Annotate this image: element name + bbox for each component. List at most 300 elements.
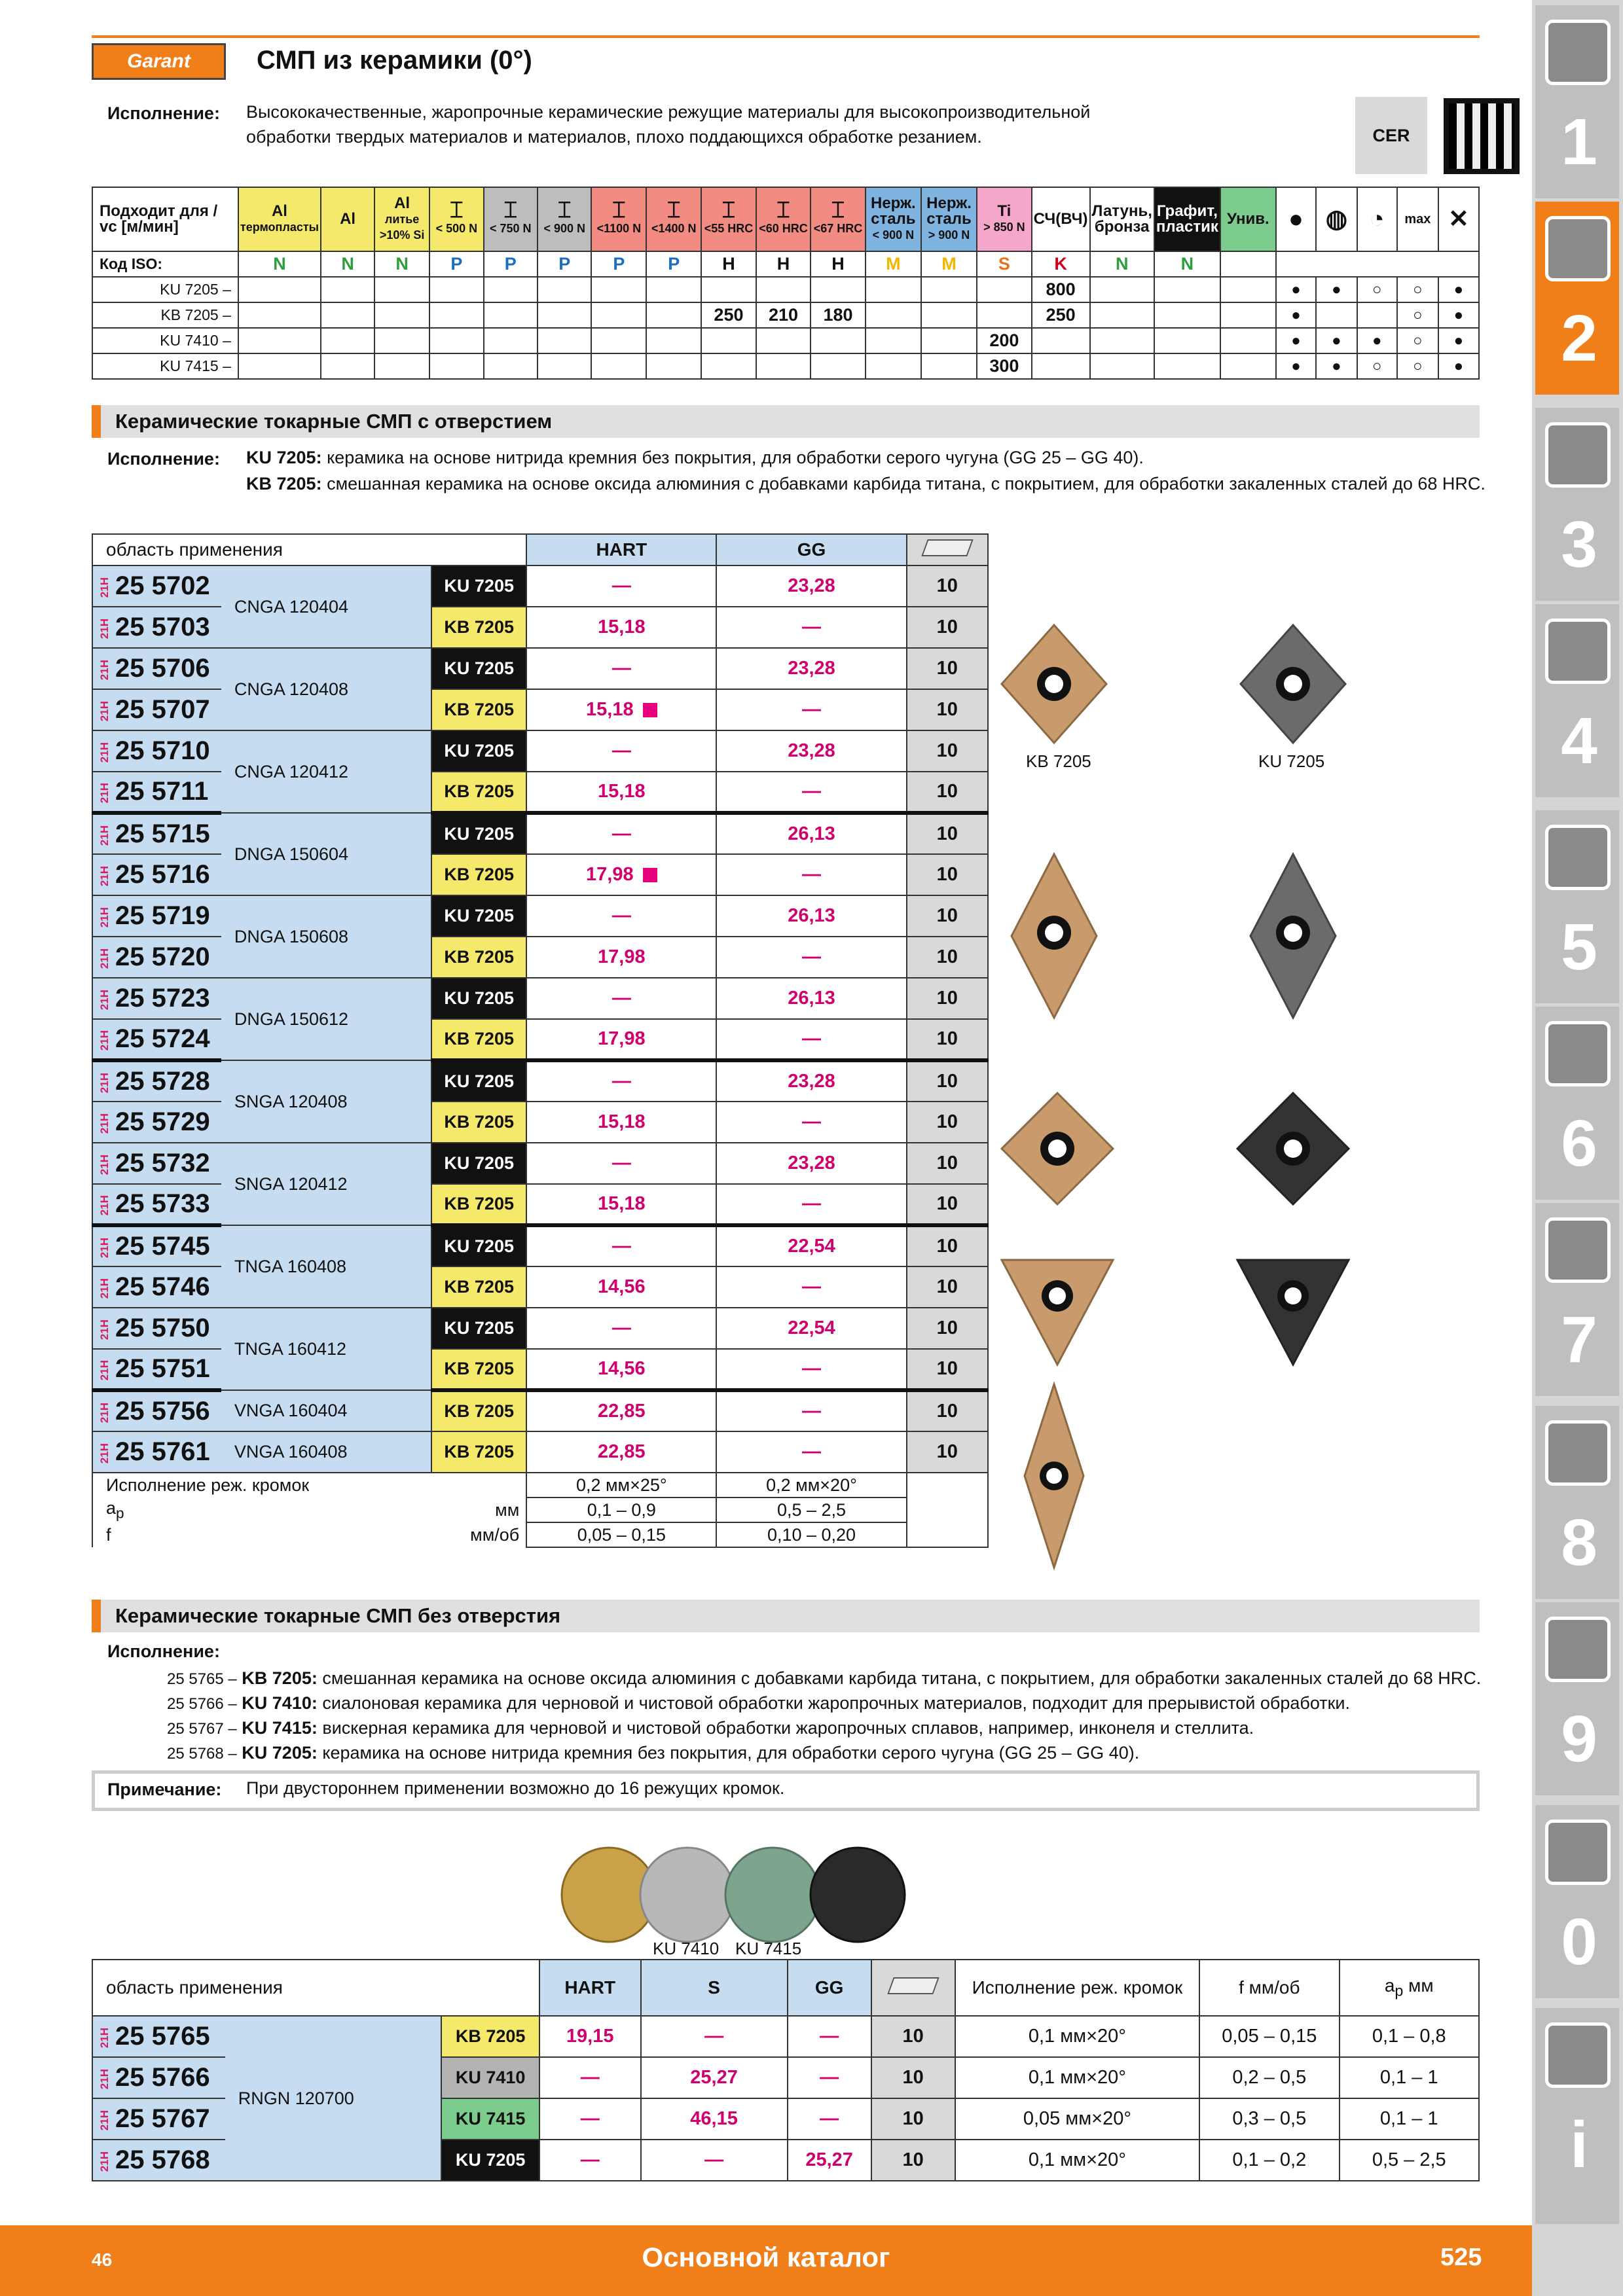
table-row[interactable] xyxy=(92,648,988,689)
price-hart: 15,18 xyxy=(526,772,716,813)
nav-number: 4 xyxy=(1561,704,1597,778)
mat-value xyxy=(1032,328,1090,353)
nav-number: 0 xyxy=(1561,1905,1597,1979)
mat-value xyxy=(484,328,538,353)
depth: 0,1 – 1 xyxy=(1340,2098,1479,2140)
note-text: При двустороннем применении возможно до 16 режущих кромок. xyxy=(246,1778,785,1798)
table-row[interactable] xyxy=(92,565,988,607)
mat-value xyxy=(1154,328,1220,353)
feed: 0,3 – 0,5 xyxy=(1199,2098,1339,2140)
price-gg: 26,13 xyxy=(716,813,906,854)
mat-value xyxy=(374,328,429,353)
mat-row-name: KU 7415 – xyxy=(92,353,238,379)
insert-dnga-kb-icon xyxy=(1008,851,1100,1021)
article-number: 21H 25 5723 xyxy=(92,978,221,1019)
mat-value xyxy=(811,353,866,379)
mat-col-0: Al термопласты xyxy=(238,187,321,251)
mat-value xyxy=(1154,277,1220,302)
mat-value xyxy=(1220,328,1276,353)
table-row[interactable] xyxy=(92,1225,988,1266)
grade: KU 7205 xyxy=(441,2140,539,2181)
mat-row-name: KU 7205 – xyxy=(92,277,238,302)
edge-prep: 0,1 мм×20° xyxy=(955,2016,1199,2057)
pack-qty: 10 xyxy=(907,1308,988,1349)
mat-value: 300 xyxy=(977,353,1032,379)
intro-line-2: обработки твердых материалов и материалов, плохо поддающихся обработке резанием. xyxy=(246,127,982,147)
note-label: Примечание: xyxy=(107,1780,222,1799)
mat-icon-col-0-icon: ● xyxy=(1276,187,1317,251)
pack-qty: 10 xyxy=(907,937,988,978)
mat-icon-col-4-icon: ✕ xyxy=(1438,187,1479,251)
mat-value xyxy=(484,353,538,379)
price-gg: 23,28 xyxy=(716,730,906,772)
page-title: СМП из керамики (0°) xyxy=(257,46,532,75)
pack-qty: 10 xyxy=(871,2140,955,2181)
price-s: — xyxy=(641,2016,788,2057)
nav-number: 3 xyxy=(1561,508,1597,581)
suitability-mark xyxy=(1397,353,1438,379)
footer-hart: 0,2 мм×25° xyxy=(526,1473,716,1498)
footer-hart: 0,05 – 0,15 xyxy=(526,1522,716,1547)
price-hart: 22,85 xyxy=(526,1390,716,1431)
grade: KU 7205 xyxy=(431,730,526,772)
header-rule xyxy=(92,35,1480,38)
pack-qty: 10 xyxy=(907,1060,988,1102)
price-hart: 22,85 xyxy=(526,1431,716,1473)
sec2-line: 25 5768 – KU 7205: керамика на основе нитрида кремния без покрытия, для обработки серого чугуна (GG 25 – GG 40). xyxy=(167,1743,1140,1763)
table-row[interactable] xyxy=(92,1308,988,1349)
article-number: 21H 25 5715 xyxy=(92,813,221,854)
iso-code: N xyxy=(1154,251,1220,277)
t2-head-ap: $a_p$ мм xyxy=(1340,1960,1479,2016)
price-gg: — xyxy=(788,2016,871,2057)
depth: 0,5 – 2,5 xyxy=(1340,2140,1479,2181)
price-hart: — xyxy=(526,895,716,937)
mat-col-7: ⌶ <1400 N xyxy=(646,187,701,251)
price-hart: — xyxy=(526,565,716,607)
price-hart: 15,18 xyxy=(526,607,716,648)
designation: CNGA 120412 xyxy=(221,730,431,813)
article-number: 21H 25 5716 xyxy=(92,854,221,895)
footer-unit: мм xyxy=(431,1498,526,1522)
t2-head-f: f мм/об xyxy=(1199,1960,1339,2016)
nav-section-3-icon[interactable] xyxy=(1545,422,1611,488)
price-hart: — xyxy=(539,2057,641,2098)
designation: VNGA 160404 xyxy=(221,1390,431,1431)
intro-label: Исполнение: xyxy=(107,103,220,123)
t2-head-edge: Исполнение реж. кромок xyxy=(955,1960,1199,2016)
nav-number: 5 xyxy=(1561,910,1597,984)
mat-icon-col-2-icon: ◔ xyxy=(1357,187,1398,251)
mat-value xyxy=(484,277,538,302)
mat-value xyxy=(538,328,591,353)
mat-value xyxy=(321,277,374,302)
table-row[interactable] xyxy=(92,813,988,854)
mat-value xyxy=(866,277,921,302)
mat-value xyxy=(866,328,921,353)
article-number: 21H 25 5729 xyxy=(92,1102,221,1143)
sec1-label: Исполнение: xyxy=(107,449,220,469)
grade: KU 7205 xyxy=(431,978,526,1019)
mat-col-15: Латунь, бронза xyxy=(1090,187,1154,251)
mat-col-4: ⌶ < 750 N xyxy=(484,187,538,251)
nav-section-5-icon[interactable] xyxy=(1545,825,1611,890)
mat-value xyxy=(866,353,921,379)
material-table xyxy=(92,187,1480,380)
article-number: 21H 25 5724 xyxy=(92,1019,221,1060)
article-number: 21H 25 5710 xyxy=(92,730,221,772)
nav-section-6-icon[interactable] xyxy=(1545,1021,1611,1086)
insert-dnga-ku-icon xyxy=(1247,851,1339,1021)
designation: SNGA 120412 xyxy=(221,1143,431,1225)
mat-col-2: Al литье >10% Si xyxy=(374,187,429,251)
pack-qty: 10 xyxy=(907,978,988,1019)
mat-col-8: ⌶ <55 HRC xyxy=(701,187,756,251)
price-gg: — xyxy=(716,1390,906,1431)
grade: KB 7205 xyxy=(431,607,526,648)
article-number: 21H 25 5703 xyxy=(92,607,221,648)
designation: SNGA 120408 xyxy=(221,1060,431,1143)
qr-code-icon[interactable] xyxy=(1444,98,1520,174)
grade: KU 7205 xyxy=(431,1143,526,1184)
nav-number: 9 xyxy=(1561,1702,1597,1776)
mat-value xyxy=(591,277,646,302)
nav-number: 8 xyxy=(1561,1506,1597,1579)
mat-col-16: Графит, пластик xyxy=(1154,187,1220,251)
nav-section-9-icon[interactable] xyxy=(1545,1617,1611,1682)
nav-section-2-icon[interactable] xyxy=(1545,216,1611,281)
iso-code xyxy=(1220,251,1276,277)
suitability-mark xyxy=(1357,328,1398,353)
iso-code: N xyxy=(321,251,374,277)
mat-value: 250 xyxy=(701,302,756,328)
mat-value xyxy=(321,302,374,328)
sec2-line: 25 5765 – KB 7205: смешанная керамика на основе оксида алюминия с добавками карбида титана, с покрытием, для обработки закаленных сталей до 68 HRC. xyxy=(167,1668,1482,1688)
nav-section-4-icon[interactable] xyxy=(1545,619,1611,684)
iso-code: H xyxy=(811,251,866,277)
mat-value xyxy=(374,353,429,379)
article-number: 21H 25 5756 xyxy=(92,1390,221,1431)
pack-qty: 10 xyxy=(907,1349,988,1390)
suitability-mark xyxy=(1438,353,1479,379)
edge-prep: 0,1 мм×20° xyxy=(955,2140,1199,2181)
depth: 0,1 – 1 xyxy=(1340,2057,1479,2098)
mat-icon-col-3-icon: max xyxy=(1397,187,1438,251)
table-row[interactable] xyxy=(92,1431,988,1473)
suitability-mark xyxy=(1276,328,1317,353)
suitability-mark xyxy=(1397,277,1438,302)
mat-value xyxy=(866,302,921,328)
nav-section-7-icon[interactable] xyxy=(1545,1217,1611,1283)
pack-qty: 10 xyxy=(907,854,988,895)
suitability-mark xyxy=(1357,302,1398,328)
article-number: 21H 25 5706 xyxy=(92,648,221,689)
article-number: 21H 25 5702 xyxy=(92,565,221,607)
price-hart: — xyxy=(526,978,716,1019)
disc-label-ku7410: KU 7410 xyxy=(653,1939,720,1958)
price-gg: — xyxy=(716,1102,906,1143)
mat-value: 180 xyxy=(811,302,866,328)
insert-snga-kb-icon xyxy=(998,1090,1116,1208)
grade: KU 7415 xyxy=(441,2098,539,2140)
suitability-mark xyxy=(1357,277,1398,302)
sec2-line: 25 5766 – KU 7410: сиалоновая керамика для черновой и чистовой обработки жаропрочных материалов, подходит для прерывистой обработки. xyxy=(167,1693,1351,1713)
t2-head-hart: HART xyxy=(539,1960,641,2016)
pack-qty: 10 xyxy=(907,648,988,689)
mat-value xyxy=(1220,302,1276,328)
price-gg: — xyxy=(716,1184,906,1225)
article-number: 21H 25 5746 xyxy=(92,1266,221,1308)
price-hart: — xyxy=(539,2140,641,2181)
mat-col-11: Нерж. сталь < 900 N xyxy=(866,187,921,251)
designation: TNGA 160412 xyxy=(221,1308,431,1390)
article-number: 21H 25 5733 xyxy=(92,1184,221,1225)
grade: KU 7205 xyxy=(431,1308,526,1349)
article-number: 21H 25 5768 xyxy=(92,2140,225,2181)
mat-head-label: Подходит для / vc [м/мин] xyxy=(92,187,238,251)
mat-value xyxy=(646,328,701,353)
mat-value xyxy=(238,277,321,302)
pack-qty: 10 xyxy=(907,1143,988,1184)
pack-qty: 10 xyxy=(907,1390,988,1431)
t1-head-area: область применения xyxy=(92,534,526,565)
designation: CNGA 120408 xyxy=(221,648,431,730)
mat-value xyxy=(484,302,538,328)
suitability-mark xyxy=(1316,328,1357,353)
mat-value xyxy=(646,353,701,379)
table-row[interactable] xyxy=(92,978,988,1019)
sec1-line-1: KU 7205: керамика на основе нитрида кремния без покрытия, для обработки серого чугуна (GG 25 – GG 40). xyxy=(246,448,1144,467)
pack-qty: 10 xyxy=(907,607,988,648)
grade: KU 7205 xyxy=(431,813,526,854)
solid-inserts-table xyxy=(92,1959,1480,2181)
designation: DNGA 150604 xyxy=(221,813,431,895)
table-row[interactable] xyxy=(92,730,988,772)
mat-value xyxy=(321,328,374,353)
mat-value xyxy=(756,328,811,353)
mat-value xyxy=(591,302,646,328)
mat-value xyxy=(238,353,321,379)
edge-prep: 0,1 мм×20° xyxy=(955,2057,1199,2098)
garant-logo: Garant xyxy=(92,43,226,80)
price-gg: — xyxy=(716,937,906,978)
price-gg: 25,27 xyxy=(788,2140,871,2181)
price-hart: — xyxy=(526,1143,716,1184)
price-gg: — xyxy=(788,2098,871,2140)
mat-value xyxy=(321,353,374,379)
pack-qty: 10 xyxy=(907,1431,988,1473)
price-gg: 23,28 xyxy=(716,1060,906,1102)
img-label-kb: KB 7205 xyxy=(1026,751,1091,771)
img-label-ku: KU 7205 xyxy=(1258,751,1325,771)
t2-head-area: область применения xyxy=(92,1960,539,2016)
price-gg: — xyxy=(716,772,906,813)
pack-qty: 10 xyxy=(907,772,988,813)
designation: TNGA 160408 xyxy=(221,1225,431,1308)
suitability-mark xyxy=(1276,302,1317,328)
price-hart: 14,56 xyxy=(526,1266,716,1308)
mat-col-9: ⌶ <60 HRC xyxy=(756,187,811,251)
article-number: 21H 25 5761 xyxy=(92,1431,221,1473)
price-gg: 23,28 xyxy=(716,1143,906,1184)
mat-value: 210 xyxy=(756,302,811,328)
nav-section-8-icon[interactable] xyxy=(1545,1420,1611,1486)
pack-qty: 10 xyxy=(871,2057,955,2098)
designation: CNGA 120404 xyxy=(221,565,431,648)
suitability-mark xyxy=(1276,277,1317,302)
mat-row-name: KB 7205 – xyxy=(92,302,238,328)
mat-col-5: ⌶ < 900 N xyxy=(538,187,591,251)
footer-gg: 0,2 мм×20° xyxy=(716,1473,906,1498)
price-gg: — xyxy=(716,854,906,895)
nav-section-1-icon[interactable] xyxy=(1545,20,1611,85)
mat-col-6: ⌶ <1100 N xyxy=(591,187,646,251)
price-hart: — xyxy=(526,813,716,854)
price-s: — xyxy=(641,2140,788,2181)
iso-code: K xyxy=(1032,251,1090,277)
mat-value: 250 xyxy=(1032,302,1090,328)
mat-value xyxy=(238,328,321,353)
insert-snga-ku-icon xyxy=(1234,1090,1352,1208)
price-gg: 22,54 xyxy=(716,1225,906,1266)
footer-label: f xyxy=(92,1522,431,1547)
mat-value xyxy=(1090,328,1154,353)
insert-cnga-kb-icon xyxy=(995,619,1113,749)
price-hart: — xyxy=(526,1225,716,1266)
iso-code: M xyxy=(866,251,921,277)
section-solid-inserts: Керамические токарные СМП без отверстия xyxy=(92,1600,1480,1632)
mat-value xyxy=(591,353,646,379)
edge-prep: 0,05 мм×20° xyxy=(955,2098,1199,2140)
table-row[interactable] xyxy=(92,1060,988,1102)
mat-value xyxy=(811,328,866,353)
suitability-mark xyxy=(1357,353,1398,379)
price-hart: 17,98 xyxy=(526,1019,716,1060)
price-hart: 14,56 xyxy=(526,1349,716,1390)
grade: KB 7205 xyxy=(431,854,526,895)
table-row[interactable] xyxy=(92,895,988,937)
price-gg: 22,54 xyxy=(716,1308,906,1349)
mat-value xyxy=(701,277,756,302)
mat-value xyxy=(429,353,483,379)
iso-code: N xyxy=(374,251,429,277)
price-hart: — xyxy=(526,648,716,689)
footer-hart: 0,1 – 0,9 xyxy=(526,1498,716,1522)
mat-value xyxy=(1154,353,1220,379)
iso-code: P xyxy=(484,251,538,277)
table-row[interactable] xyxy=(92,1143,988,1184)
article-number: 21H 25 5732 xyxy=(92,1143,221,1184)
suitability-mark xyxy=(1438,328,1479,353)
article-number: 21H 25 5767 xyxy=(92,2098,225,2140)
price-hart: 17,98 xyxy=(526,937,716,978)
mat-value xyxy=(238,302,321,328)
designation: RNGN 120700 xyxy=(225,2016,442,2181)
mat-icon-col-1-icon: ◍ xyxy=(1316,187,1357,251)
mat-value xyxy=(1220,353,1276,379)
suitability-mark xyxy=(1316,277,1357,302)
iso-code: N xyxy=(238,251,321,277)
nav-number: 6 xyxy=(1561,1107,1597,1180)
table-row[interactable] xyxy=(92,2016,1479,2057)
suitability-mark xyxy=(1438,302,1479,328)
article-number: 21H 25 5719 xyxy=(92,895,221,937)
table-row[interactable] xyxy=(92,1390,988,1431)
grade: KB 7205 xyxy=(431,1102,526,1143)
mat-value: 200 xyxy=(977,328,1032,353)
iso-code: P xyxy=(429,251,483,277)
mat-value xyxy=(1154,302,1220,328)
mat-value xyxy=(374,302,429,328)
pack-icon xyxy=(871,1960,955,2016)
pack-qty: 10 xyxy=(907,1266,988,1308)
price-gg: — xyxy=(788,2057,871,2098)
grade: KU 7410 xyxy=(441,2057,539,2098)
holed-inserts-table xyxy=(92,533,989,1548)
feed: 0,2 – 0,5 xyxy=(1199,2057,1339,2098)
nav-section-0-icon[interactable] xyxy=(1545,1820,1611,1885)
price-s: 46,15 xyxy=(641,2098,788,2140)
grade: KB 7205 xyxy=(431,1349,526,1390)
price-gg: 26,13 xyxy=(716,895,906,937)
iso-code: H xyxy=(701,251,756,277)
article-number: 21H 25 5766 xyxy=(92,2057,225,2098)
disc-label-ku7415: KU 7415 xyxy=(735,1939,802,1958)
suitability-mark xyxy=(1276,353,1317,379)
footer-catalog-title: Основной каталог xyxy=(642,2242,890,2272)
price-gg: — xyxy=(716,1266,906,1308)
mat-value xyxy=(1220,277,1276,302)
footer-label: Исполнение реж. кромок xyxy=(92,1473,431,1498)
article-number: 21H 25 5707 xyxy=(92,689,221,730)
mat-value xyxy=(701,353,756,379)
mat-value: 800 xyxy=(1032,277,1090,302)
price-s: 25,27 xyxy=(641,2057,788,2098)
suitability-mark xyxy=(1397,302,1438,328)
pack-qty: 10 xyxy=(907,895,988,937)
price-hart: — xyxy=(539,2098,641,2140)
section-holed-inserts: Керамические токарные СМП с отверстием xyxy=(92,405,1480,438)
grade: KB 7205 xyxy=(431,937,526,978)
mat-col-3: ⌶ < 500 N xyxy=(429,187,483,251)
pack-qty: 10 xyxy=(907,1184,988,1225)
price-hart: 15,18 xyxy=(526,1184,716,1225)
footer-gg: 0,10 – 0,20 xyxy=(716,1522,906,1547)
price-hart: — xyxy=(526,730,716,772)
insert-tnga-ku-icon xyxy=(1234,1257,1352,1368)
t1-head-hart: HART xyxy=(526,534,716,565)
pack-qty: 10 xyxy=(907,1225,988,1266)
mat-value xyxy=(538,277,591,302)
mat-value xyxy=(921,328,977,353)
grade: KB 7205 xyxy=(431,772,526,813)
sec2-line: 25 5767 – KU 7415: вискерная керамика для черновой и чистовой обработки жаропрочных сплавов, например, инконеля и стеллита. xyxy=(167,1718,1254,1738)
t2-head-gg: GG xyxy=(788,1960,871,2016)
nav-number: i xyxy=(1570,2108,1588,2181)
mat-col-1: Al xyxy=(321,187,374,251)
round-inserts-icon xyxy=(556,1839,910,1944)
nav-section-i-icon[interactable] xyxy=(1545,2022,1611,2088)
designation: DNGA 150612 xyxy=(221,978,431,1060)
footer-gg: 0,5 – 2,5 xyxy=(716,1498,906,1522)
price-gg: 26,13 xyxy=(716,978,906,1019)
sec2-label: Исполнение: xyxy=(107,1641,220,1661)
mat-value xyxy=(538,302,591,328)
mat-value xyxy=(756,353,811,379)
t2-head-s: S xyxy=(641,1960,788,2016)
price-hart: 17,98 xyxy=(526,854,716,895)
article-number: 21H 25 5750 xyxy=(92,1308,221,1349)
